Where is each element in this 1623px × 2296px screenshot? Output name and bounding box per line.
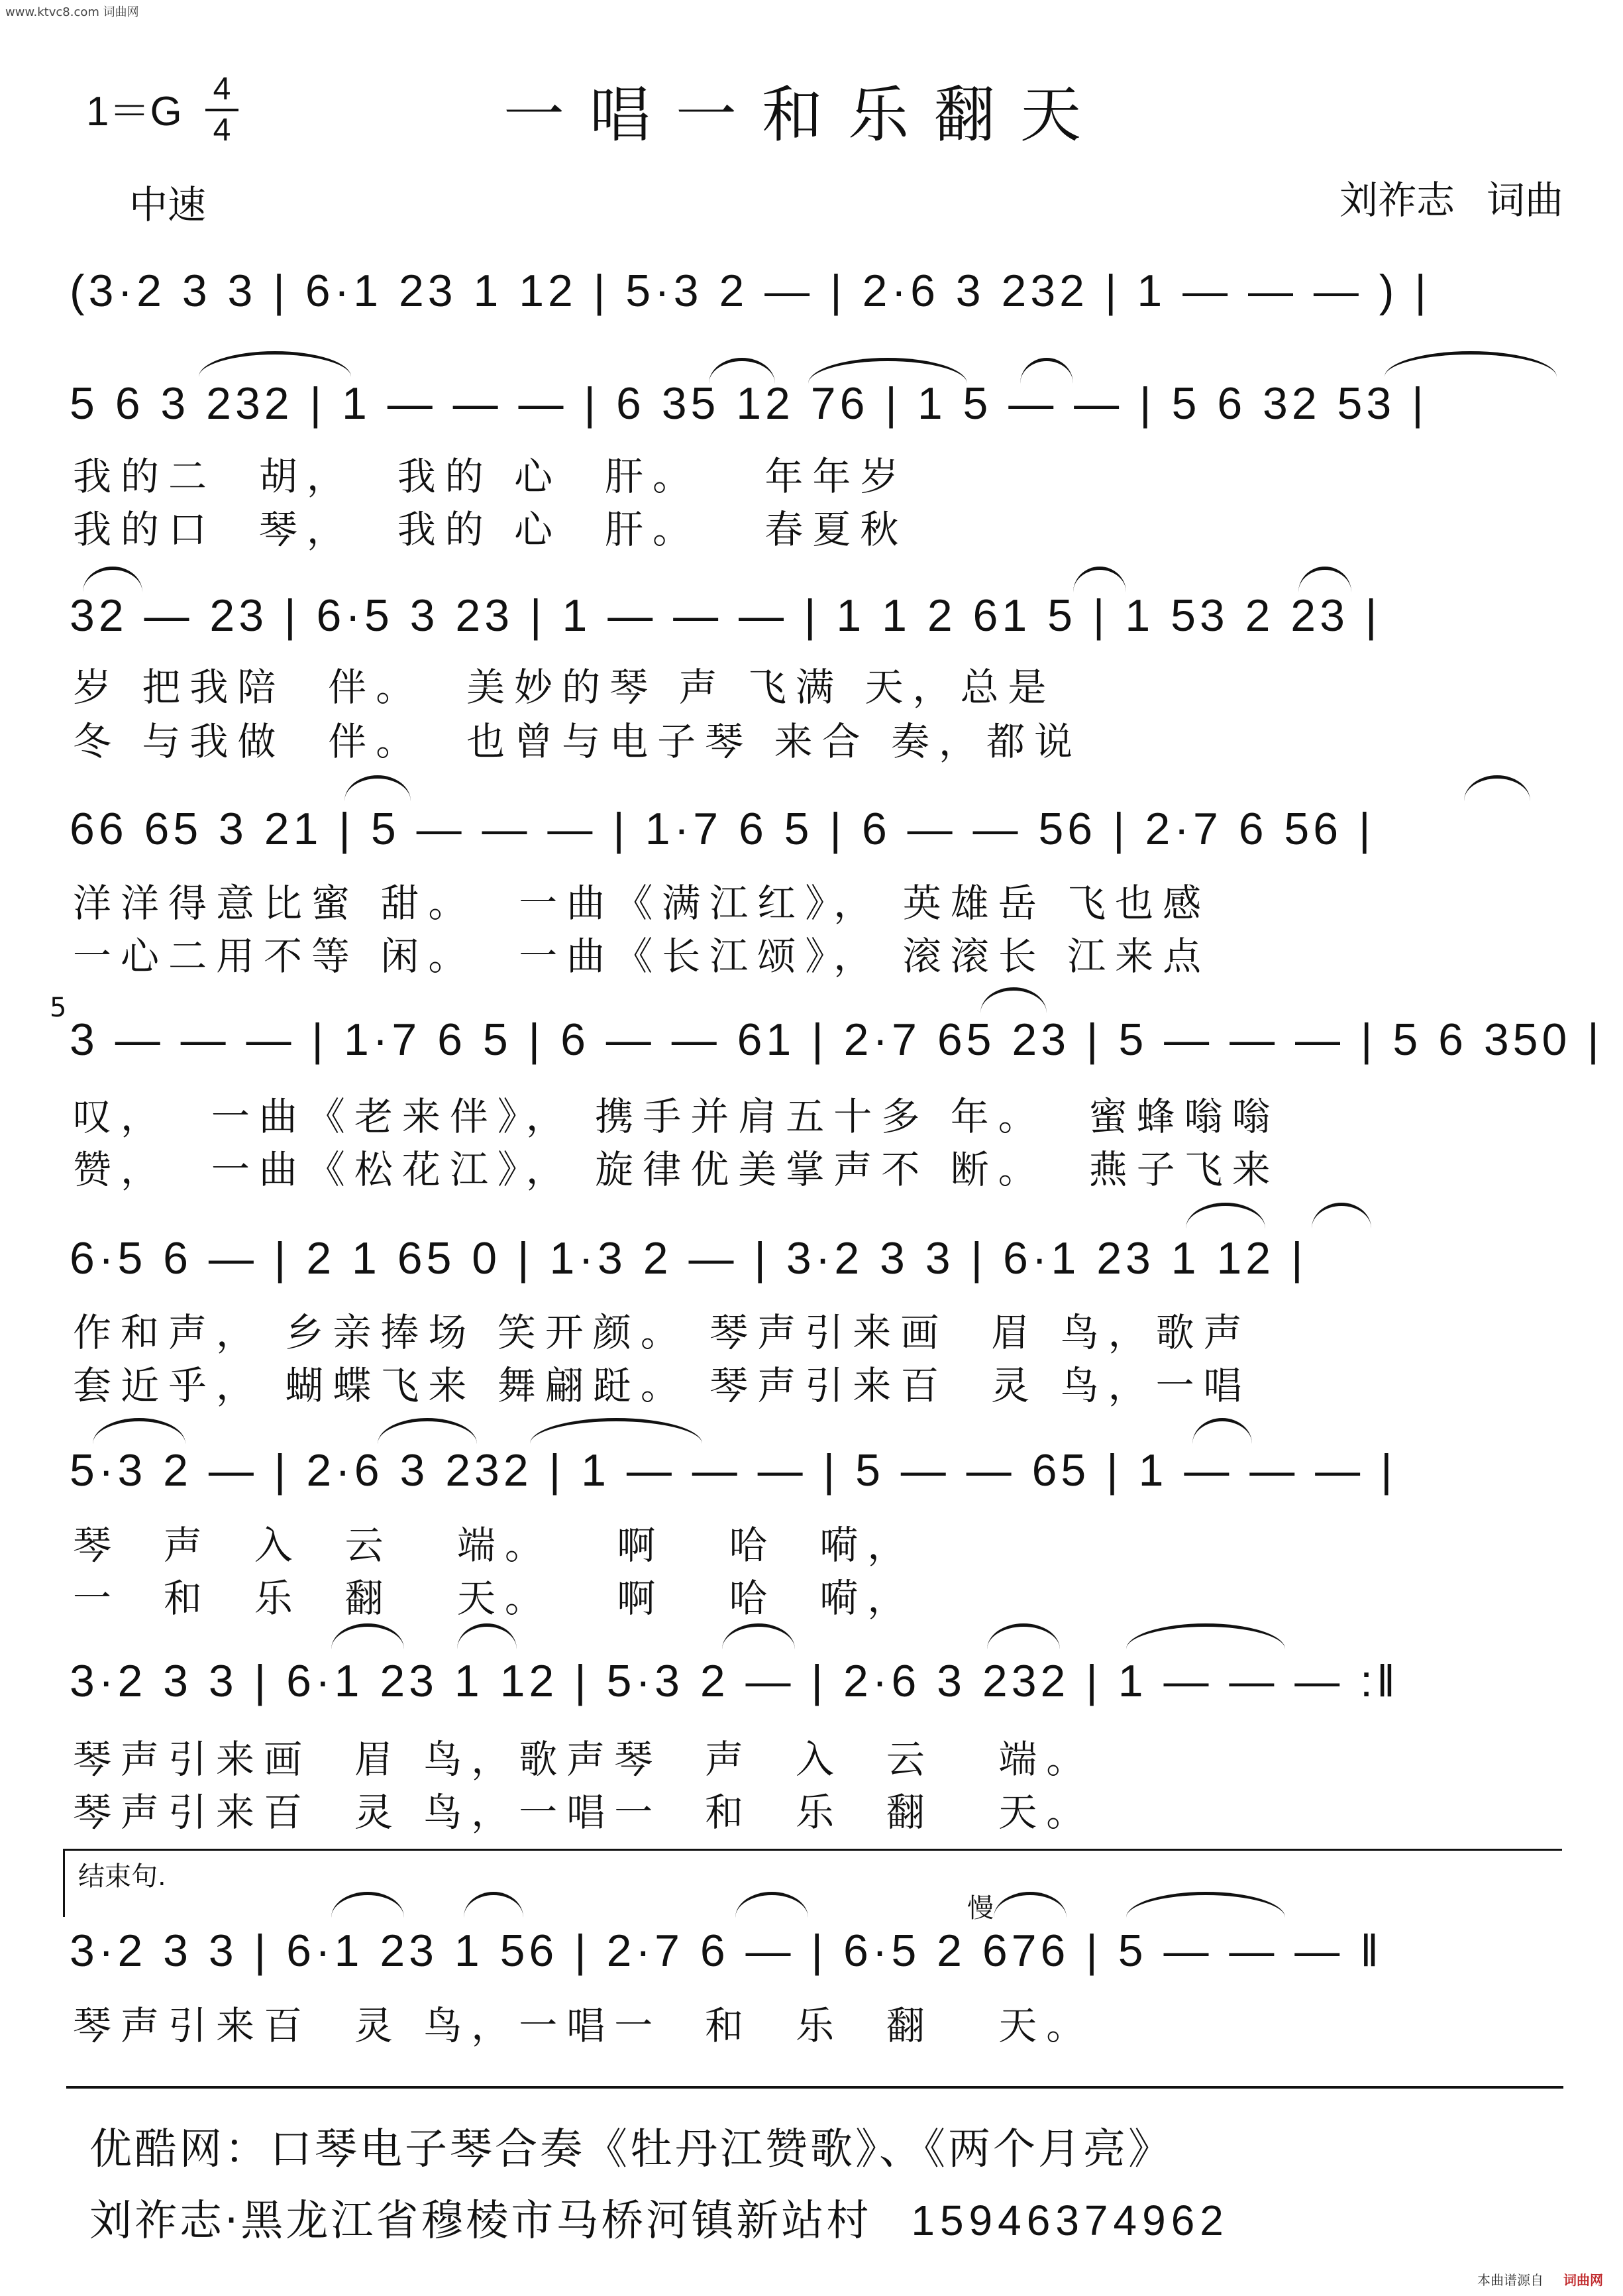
ending-label: 结束句. [78, 1861, 166, 1892]
lyrics-row-5-verse-1: 叹， 一曲《老来伴》， 携手并肩五十多 年。 蜜蜂嗡嗡 [73, 1094, 1280, 1139]
lyrics-row-4-verse-2: 一心二用不等 闲。 一曲《长江颂》， 滚滚长 江来点 [73, 934, 1211, 979]
slur [1186, 1203, 1265, 1229]
ending-bracket [63, 1849, 1562, 1917]
time-signature [205, 72, 238, 148]
composer-credit [1339, 169, 1563, 225]
slur [83, 567, 142, 592]
grace-note-marker: 5 [50, 993, 67, 1023]
lyrics-row-7-verse-2: 一 和 乐 翻 天。 啊 哈 嗬， [73, 1576, 916, 1621]
lyrics-row-6-verse-1: 作和声， 乡亲捧场 笑开颜。 琴声引来画 眉 鸟，歌声 [73, 1310, 1251, 1355]
notation-row-8: 3·2 3 3 | 6·1 23 1 12 | 5·3 2 — | 2·6 3 232 | 1 — — — :‖ [70, 1656, 1400, 1706]
meter-bottom: 4 [213, 113, 231, 148]
footer-divider [66, 2086, 1563, 2089]
composer-name: 刘祚志 [1339, 178, 1455, 223]
site-logo [1477, 2269, 1603, 2289]
composer-role: 词曲 [1486, 178, 1563, 223]
slow-marking: 慢 [967, 1893, 994, 1924]
footer-line-1: 优酷网：口琴电子琴合奏《牡丹江赞歌》、《两个月亮》 [89, 2125, 1173, 2174]
notation-row-3: 32 — 23 | 6·5 3 23 | 1 — — — | 1 1 2 61 5 | 1 53 2 23 | [70, 590, 1381, 641]
lyrics-row-2-verse-2: 我的口 琴， 我的 心 肝。 春夏秋 [73, 507, 908, 552]
ending-notation-row: 3·2 3 3 | 6·1 23 1 56 | 2·7 6 — | 6·5 2 676 | 5 — — — ‖ [70, 1926, 1383, 1976]
lyrics-row-6-verse-2: 套近乎， 蝴蝶飞来 舞翩跹。 琴声引来百 灵 鸟，一唱 [73, 1363, 1251, 1408]
slur [1464, 775, 1530, 801]
slur [378, 1418, 477, 1444]
ending-lyrics-row: 琴声引来百 灵 鸟，一唱一 和 乐 翻 天。 [73, 2003, 1094, 2048]
slur [987, 1623, 1060, 1649]
footer-line-2 [89, 2187, 1229, 2248]
slur [1385, 351, 1557, 377]
notation-row-4: 66 65 3 21 | 5 — — — | 1·7 6 5 | 6 — — 56 | 2·7 6 56 | [70, 804, 1375, 854]
footer-phone: 15946374962 [911, 2197, 1229, 2244]
tempo-marking: 中速 [129, 182, 207, 227]
logo-left-text: 本曲谱源自 [1477, 2272, 1544, 2288]
lyrics-row-8-verse-2: 琴声引来百 灵 鸟，一唱一 和 乐 翻 天。 [73, 1790, 1094, 1835]
slur [344, 775, 411, 801]
meter-top: 4 [213, 72, 231, 107]
slur [457, 1623, 517, 1649]
slur [199, 351, 351, 377]
slur [1073, 567, 1126, 592]
slur [1126, 1623, 1285, 1649]
slur [1312, 1203, 1371, 1229]
slur [1192, 1418, 1252, 1444]
notation-row-7: 5·3 2 — | 2·6 3 232 | 1 — — — | 5 — — 65 | 1 — — — | [70, 1445, 1396, 1496]
meter-bar [205, 109, 238, 111]
lyrics-row-7-verse-1: 琴 声 入 云 端。 啊 哈 嗬， [73, 1523, 916, 1568]
lyrics-row-5-verse-2: 赞， 一曲《松花江》， 旋律优美掌声不 断。 燕子飞来 [73, 1147, 1280, 1192]
lyrics-row-8-verse-1: 琴声引来画 眉 鸟，歌声琴 声 入 云 端。 [73, 1737, 1094, 1782]
slur [331, 1623, 404, 1649]
slur [1298, 567, 1351, 592]
slur [93, 1418, 185, 1444]
notation-row-5: 3 — — — | 1·7 6 5 | 6 — — 61 | 2·7 65 23 | 5 — — — | 5 6 350 | [70, 1014, 1603, 1065]
source-site-text: www.ktvc8.com 词曲网 [5, 5, 139, 19]
lyrics-row-3-verse-1: 岁 把我陪 伴。 美妙的琴 声 飞满 天，总是 [73, 665, 1056, 710]
notation-row-2: 5 6 3 232 | 1 — — — | 6 35 12 76 | 1 5 — — | 5 6 32 53 | [70, 378, 1428, 429]
notation-row-1: (3·2 3 3 | 6·1 23 1 12 | 5·3 2 — | 2·6 3 232 | 1 — — — ) | [70, 266, 1431, 316]
key-signature: 1＝G [86, 89, 182, 135]
slur [980, 987, 1047, 1013]
notation-row-6: 6·5 6 — | 2 1 65 0 | 1·3 2 — | 3·2 3 3 | 6·1 23 1 12 | [70, 1233, 1307, 1284]
song-title: 一唱一和乐翻天 [503, 80, 1107, 150]
lyrics-row-3-verse-2: 冬 与我做 伴。 也曾与电子琴 来合 奏，都说 [73, 719, 1082, 764]
lyrics-row-4-verse-1: 洋洋得意比蜜 甜。 一曲《满江红》， 英雄岳 飞也感 [73, 881, 1211, 926]
lyrics-row-2-verse-1: 我的二 胡， 我的 心 肝。 年年岁 [73, 454, 908, 499]
slur [722, 1623, 795, 1649]
logo-right-text: 词曲网 [1563, 2272, 1603, 2288]
slur [530, 1418, 702, 1444]
footer-address: 刘祚志·黑龙江省穆棱市马桥河镇新站村 [89, 2197, 872, 2246]
